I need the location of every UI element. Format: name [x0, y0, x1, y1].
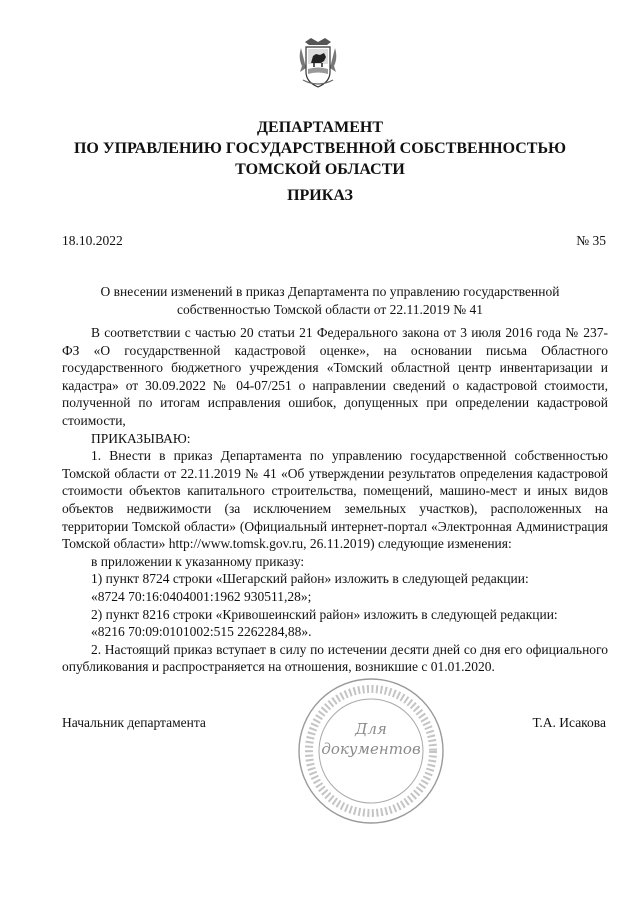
stamp-text-line-1: Для: [355, 720, 387, 738]
clause-2-paragraph: 2. Настоящий приказ вступает в силу по истечении десяти дней со дня его официального опубликования и распространяется на отношения, возникшие с 01.01.2020.: [62, 641, 608, 675]
signer-position: Начальник департамента: [62, 715, 206, 730]
tomsk-coat-of-arms-icon: [297, 36, 339, 90]
order-title: О внесении изменений в приказ Департамента по управлению государственной собственностью Томской области от 22.11.2019 № 41: [100, 284, 560, 317]
order-date: 18.10.2022: [62, 233, 123, 248]
department-name-line-3: ТОМСКОЙ ОБЛАСТИ: [235, 161, 405, 178]
order-number: № 35: [576, 233, 606, 248]
order-word: ПРИКАЗЫВАЮ:: [91, 430, 191, 446]
document-type: ПРИКАЗ: [287, 187, 353, 204]
appendix-line: в приложении к указанному приказу:: [91, 553, 305, 569]
clause-1-paragraph: 1. Внести в приказ Департамента по управлению государственной собственностью Томской области от 22.11.2019 № 41 «Об утверждении результатов определения кадастровой стоимости объектов капитального строительства, помещений, машино-мест и иных видов объектов недвижимости (за исключением земельных участков), расположенных на территории Томской области» (Официальный интернет-портал «Электронная Администрация Томской области» http://www.tomsk.gov.ru, 26.11.2019) следующие изменения:: [62, 448, 608, 552]
item-2-line: 2) пункт 8216 строки «Кривошеинский район» изложить в следующей редакции:: [91, 606, 558, 622]
department-name-line-2: ПО УПРАВЛЕНИЮ ГОСУДАРСТВЕННОЙ СОБСТВЕННОСТЬЮ: [73, 140, 567, 157]
preamble-paragraph: В соответствии с частью 20 статьи 21 Федерального закона от 3 июля 2016 года № 237-ФЗ «О государственной кадастровой оценке», на основании письма Областного государственного бюджетного учреждения «Томский областной центр инвентаризации и кадастра» от 30.09.2022 № 04-07/251 о направлении сведений о кадастровой стоимости, полученной по итогам исправления ошибок, допущенных при определении кадастровой стоимости,: [62, 325, 608, 428]
signer-name: Т.А. Исакова: [532, 715, 606, 730]
stamp-text-line-2: документов: [321, 740, 421, 758]
department-name-line-1: ДЕПАРТАМЕНТ: [257, 119, 383, 136]
order-body: [62, 324, 608, 676]
item-1-line: 1) пункт 8724 строки «Шегарский район» изложить в следующей редакции:: [91, 571, 529, 587]
item-2-value: «8216 70:09:0101002:515 2262284,88».: [91, 624, 312, 640]
item-1-value: «8724 70:16:0404001:1962 930511,28»;: [91, 588, 312, 604]
